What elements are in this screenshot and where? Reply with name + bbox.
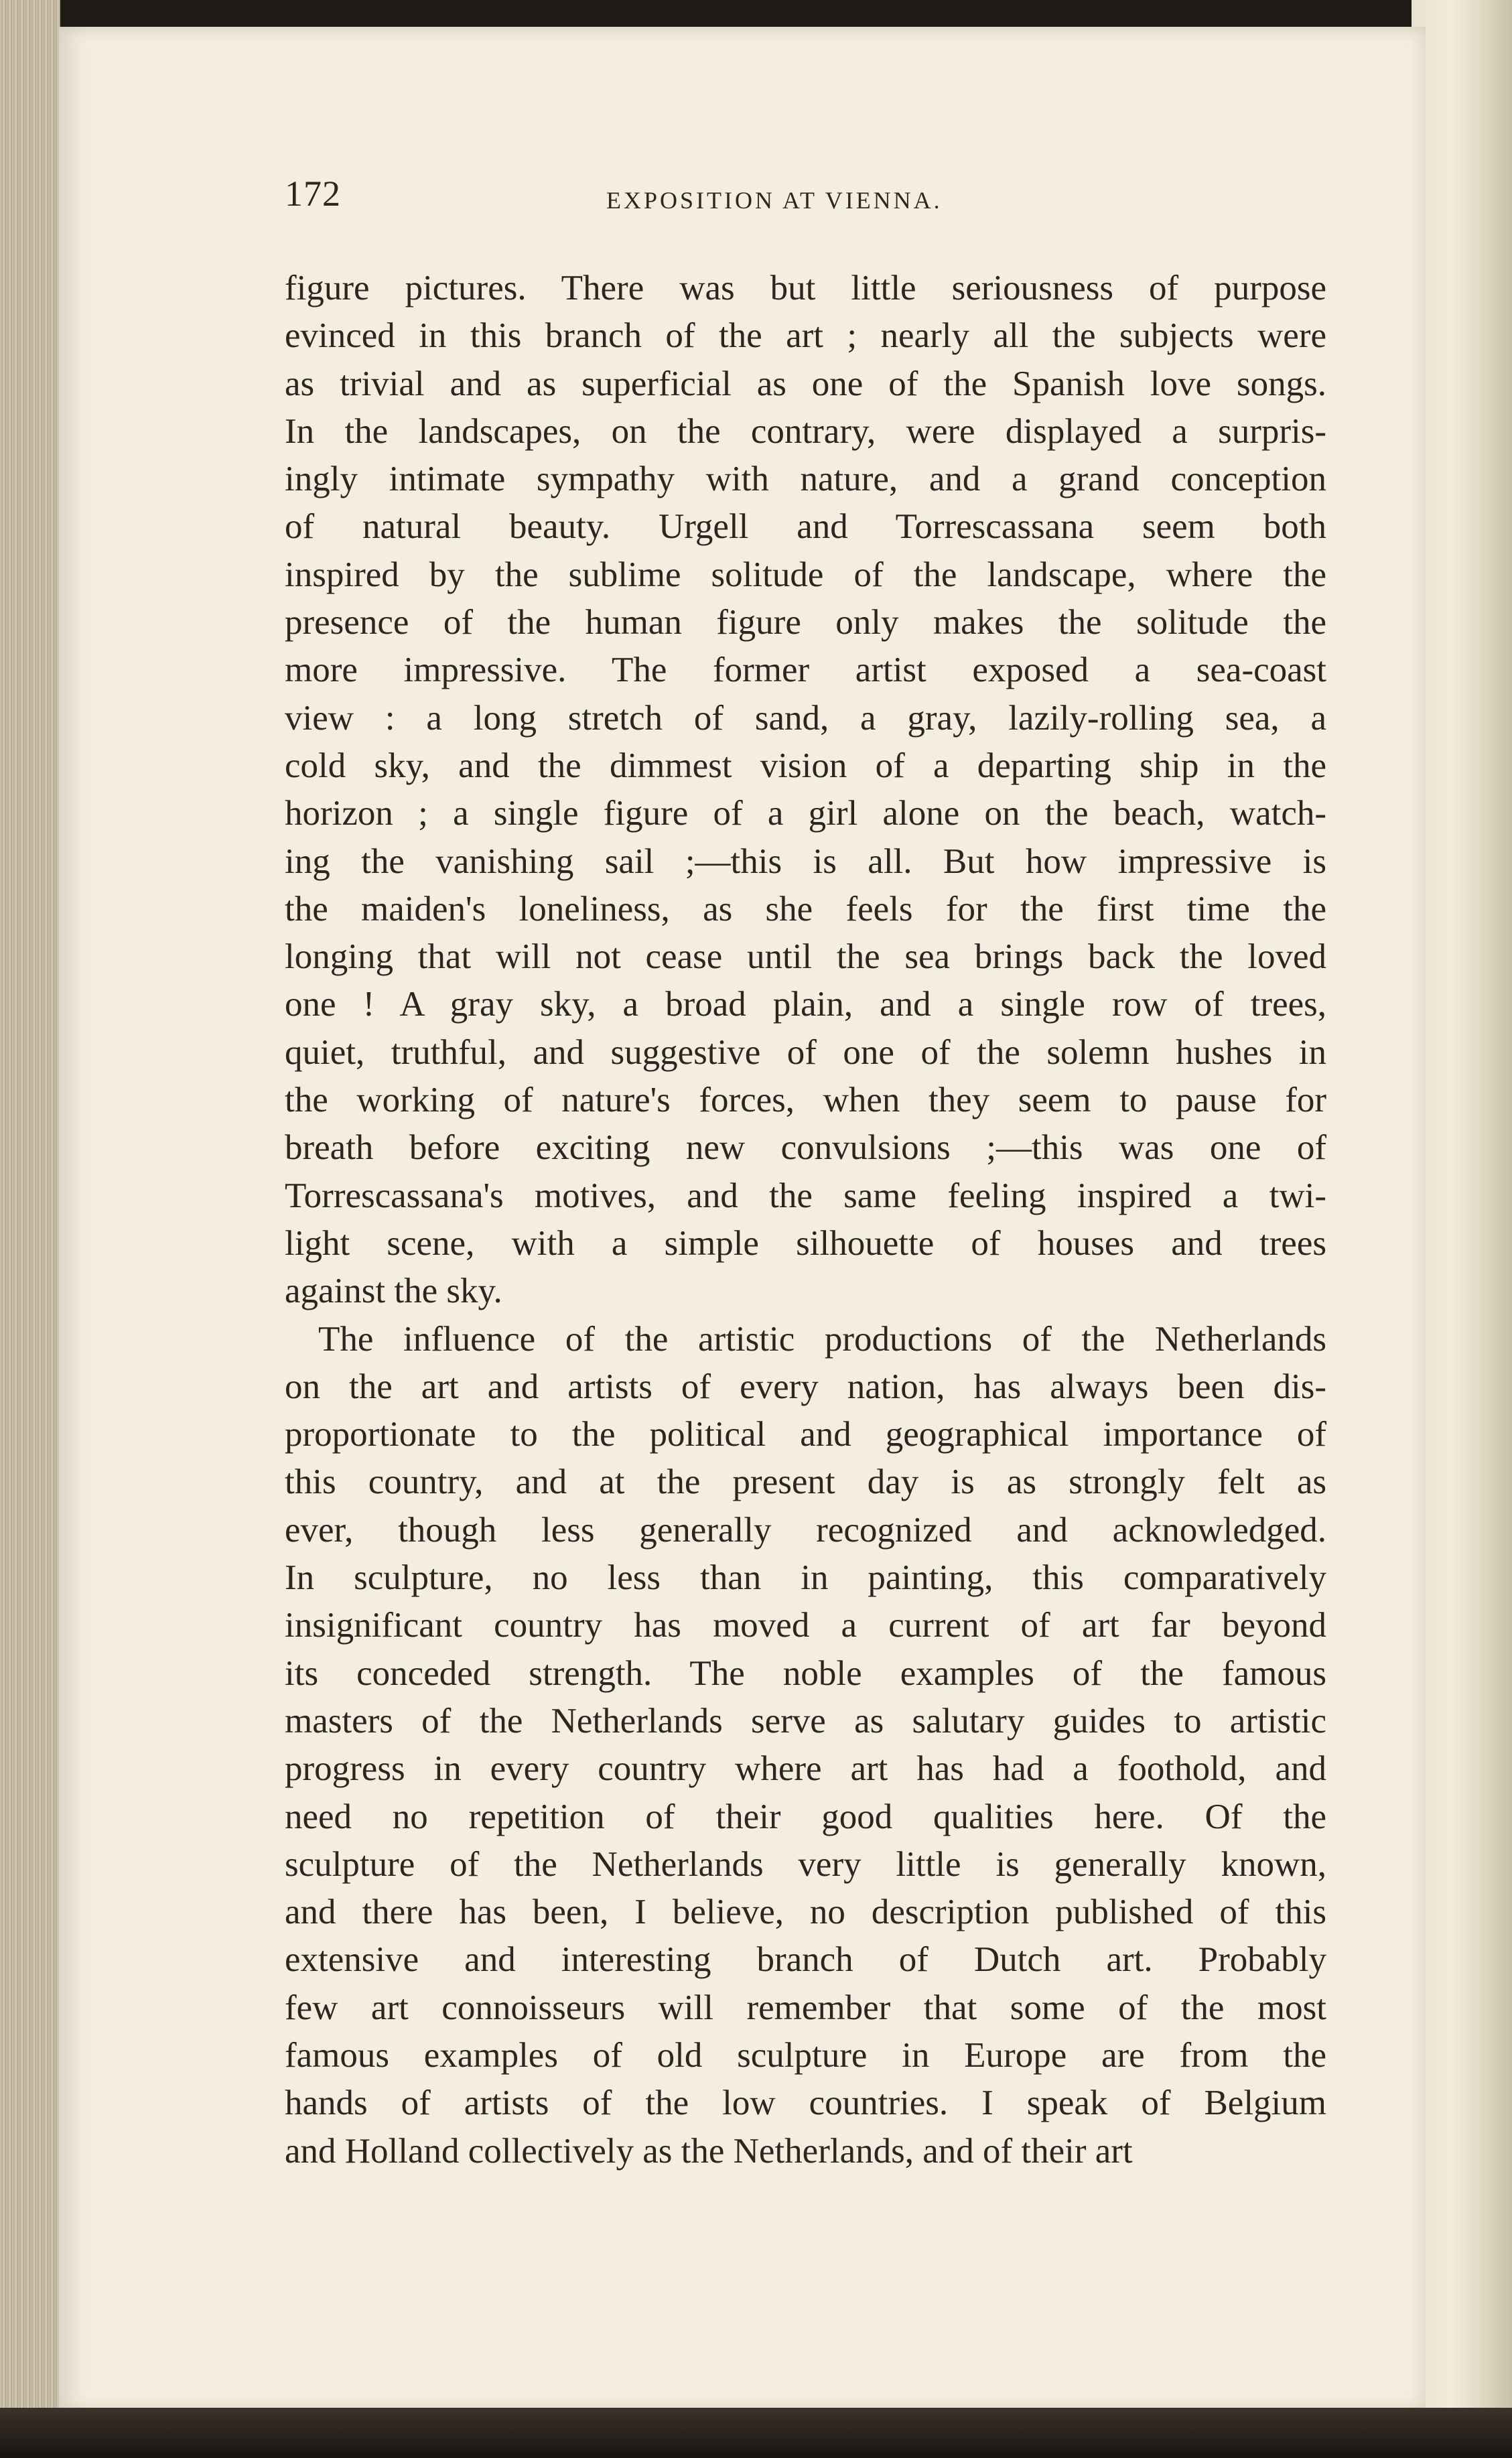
body-text [285,265,1326,2175]
bottom-edge-shadow [0,2408,1512,2458]
text-line: presence of the human figure only makes the solitude the [285,603,1326,642]
text-line: one ! A gray sky, a broad plain, and a single row of trees, [285,985,1326,1024]
paragraph [285,265,1326,1316]
text-line: the maiden's loneliness, as she feels for the first time the [285,889,1326,929]
text-line: few art connoisseurs will remember that some of the most [285,1988,1326,2027]
text-line: progress in every country where art has had a foothold, and [285,1749,1326,1789]
text-line: evinced in this branch of the art ; nearly all the subjects were [285,316,1326,356]
text-line: ever, though less generally recognized and acknowledged. [285,1510,1326,1550]
text-line: insignificant country has moved a current of art far beyond [285,1606,1326,1645]
text-line: hands of artists of the low countries. I speak of Belgium [285,2084,1326,2123]
text-line: proportionate to the political and geographical importance of [285,1415,1326,1454]
page-stack-right-edge [1412,0,1512,2458]
text-line: this country, and at the present day is as strongly felt as [285,1462,1326,1502]
text-line: breath before exciting new convulsions ;—this was one of [285,1128,1326,1168]
text-line: need no repetition of their good qualities here. Of the [285,1797,1326,1836]
page-stack-left-edge [0,0,60,2458]
text-line: figure pictures. There was but little seriousness of purpose [285,269,1326,308]
text-line: on the art and artists of every nation, has always been dis- [285,1367,1326,1406]
text-line: light scene, with a simple silhouette of houses and trees [285,1223,1326,1263]
text-line: In the landscapes, on the contrary, were displayed a surpris- [285,411,1326,451]
text-line: the working of nature's forces, when they seem to pause for [285,1081,1326,1120]
text-line: extensive and interesting branch of Dutch art. Probably [285,1940,1326,1980]
text-line: In sculpture, no less than in painting, this comparatively [285,1558,1326,1598]
text-line: cold sky, and the dimmest vision of a departing ship in the [285,746,1326,785]
text-line: more impressive. The former artist exposed a sea-coast [285,651,1326,690]
text-line: view : a long stretch of sand, a gray, lazily-rolling sea, a [285,698,1326,738]
text-line: quiet, truthful, and suggestive of one of the solemn hushes in [285,1032,1326,1072]
text-line: Torrescassana's motives, and the same feeling inspired a twi- [285,1176,1326,1215]
running-head: EXPOSITION AT VIENNA. [606,187,943,214]
text-line: The influence of the artistic productions of the Netherlands [318,1319,1326,1359]
text-line: masters of the Netherlands serve as salutary guides to artistic [285,1701,1326,1740]
text-line: and Holland collectively as the Netherlands, and of their art [285,2131,1133,2171]
text-line: longing that will not cease until the sea brings back the loved [285,937,1326,977]
text-line: against the sky. [285,1272,502,1311]
text-line: as trivial and as superficial as one of the Spanish love songs. [285,364,1326,403]
text-line: famous examples of old sculpture in Europe are from the [285,2035,1326,2075]
page-number: 172 [285,174,341,214]
page-header [285,173,1022,220]
text-line: its conceded strength. The noble examples of the famous [285,1653,1326,1693]
text-line: sculpture of the Netherlands very little is generally known, [285,1844,1326,1884]
text-line: and there has been, I believe, no description published of this [285,1893,1326,1932]
text-line: inspired by the sublime solitude of the landscape, where the [285,555,1326,594]
text-line: ing the vanishing sail ;—this is all. But how impressive is [285,841,1326,881]
text-line: of natural beauty. Urgell and Torrescassana seem both [285,507,1326,547]
paragraph [285,1316,1326,2175]
text-line: ingly intimate sympathy with nature, and a grand conception [285,460,1326,499]
text-line: horizon ; a single figure of a girl alone on the beach, watch- [285,794,1326,833]
